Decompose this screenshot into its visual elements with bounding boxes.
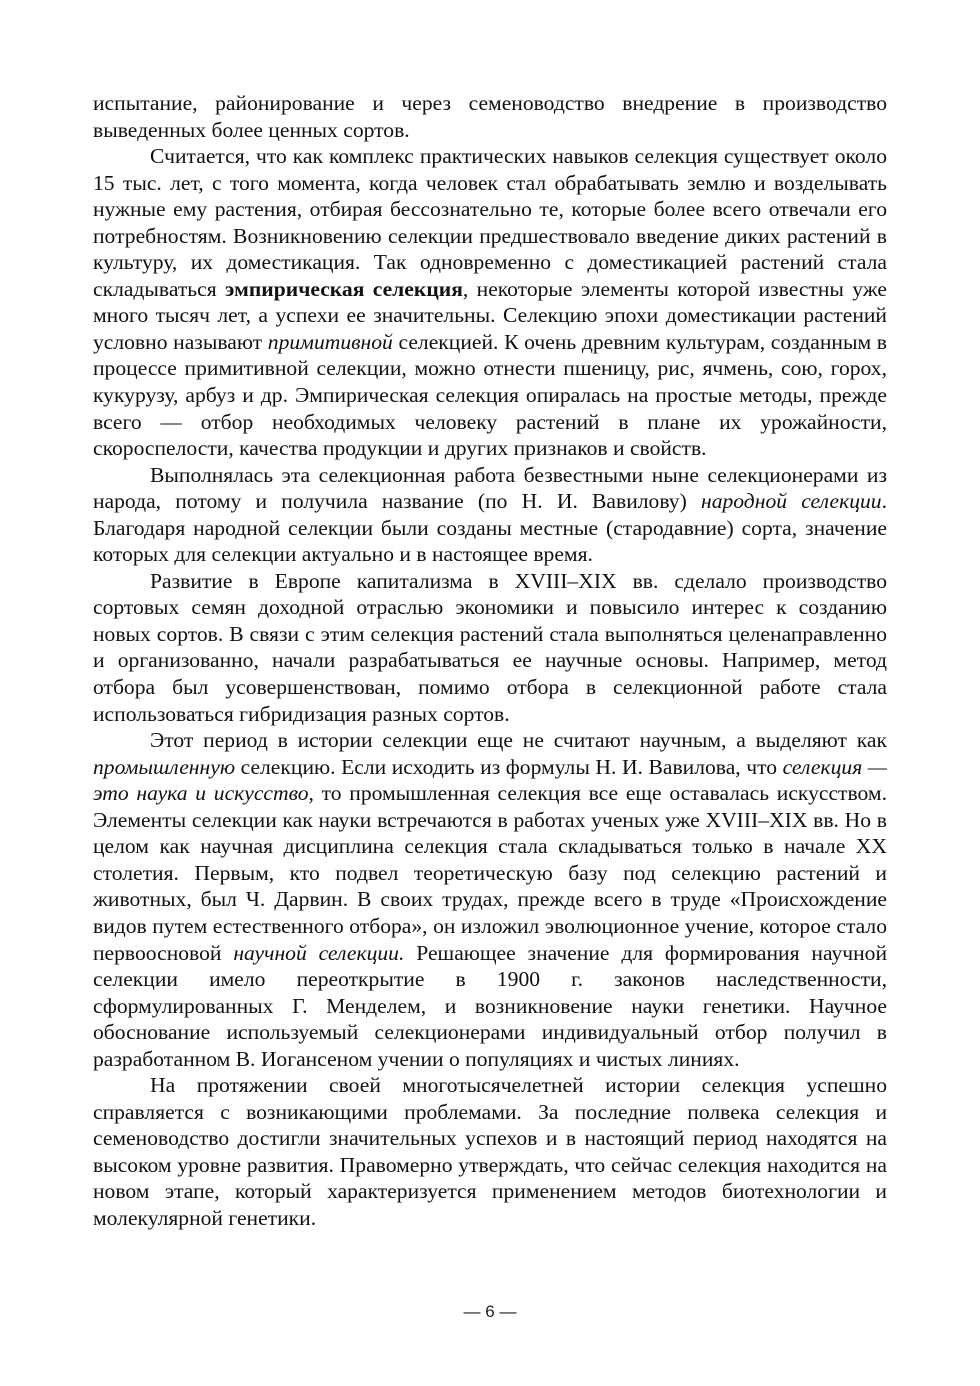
text-run: Выполнялась эта селекционная работа безвестными ныне селекционерами из народа, потому и получила название (по Н. И. Вавилову) (93, 462, 887, 514)
paragraph-3 (93, 462, 887, 568)
text-run: Развитие в Европе капитализма в XVIII–XIX вв. сделало производство сортовых семян доходной отраслью экономики и повысило интерес к созданию новых сортов. В связи с этим селекция растений стала выполняться целенаправленно и организованно, начали разрабатываться ее научные основы. Например, метод отбора был усовершенствован, помимо отбора в селекционной работе стала использоваться гибридизация разных сортов. (93, 568, 887, 726)
italic-term: научной селекции. (233, 940, 405, 965)
text-run: На протяжении своей многотысячелетней истории селекция успешно справляется с возникающими проблемами. За последние полвека селекция и семеноводство достигли значительных успехов и в настоящий период находятся на высоком уровне развития. Правомерно утверждать, что сейчас селекция находится на новом этапе, который характеризуется применением методов биотехнологии и молекулярной генетики. (93, 1073, 887, 1230)
paragraph-4 (93, 568, 887, 727)
text-run: , некоторые элементы которой известны уже много тысяч лет, а успехи ее значительны. Селекцию эпохи доместикации растений условно называют (93, 276, 887, 354)
bold-term: эмпирическая селекция (225, 276, 463, 301)
page-body (93, 90, 887, 1232)
paragraph-2 (93, 143, 887, 462)
italic-term: народной селекции (700, 489, 882, 514)
paragraph-1 (93, 90, 887, 143)
paragraph-6 (93, 1072, 887, 1231)
text-run: Считается, что как комплекс практических навыков селекция существует около 15 тыс. лет, с того момента, когда человек стал обрабатывать землю и возделывать нужные ему растения, отбирая бессознательно те, которые более всего отвечали его потребностям. Возникновению селекции предшествовало введение диких растений в культуру, их доместикация. Так одновременно с доместикацией растений стала складываться (93, 144, 887, 301)
italic-term: селекция — это наука и искусство (93, 754, 887, 806)
text-run: селекцией. К очень древним культурам, созданным в процессе примитивной селекции, можно отнести пшеницу, рис, ячмень, сою, горох, кукурузу, арбуз и др. Эмпирическая селекция опиралась на простые методы, прежде всего — отбор необходимых человеку растений в плане их урожайности, скороспелости, качества продукции и других признаков и свойств. (93, 329, 887, 461)
text-run: Решающее значение для формирования научной селекции имело переоткрытие в 1900 г. законов наследственности, сформулированных Г. Менделем, и возникновение науки генетики. Научное обоснование используемый селекционерами индивидуальный отбор получил в разработанном В. Иогансеном учении о популяциях и чистых линиях. (93, 940, 888, 1071)
italic-term: примитивной (267, 329, 393, 354)
text-run: испытание, районирование и через семеноводство внедрение в производство выведенных более ценных сортов. (93, 91, 887, 142)
text-run: . Благодаря народной селекции были созданы местные (стародавние) сорта, значение которых для селекции актуально и в настоящее время. (93, 489, 888, 567)
paragraph-5 (93, 727, 887, 1072)
text-run: Этот период в истории селекции еще не считают научным, а выделяют как (150, 728, 887, 753)
text-run: , то промышленная селекция все еще оставалась искусством. Элементы селекции как науки встречаются в работах ученых уже XVIII–XIX вв. Но в целом как научная дисциплина селекция стала складываться только в начале XX столетия. Первым, кто подвел теоретическую базу под селекцию растений и животных, был Ч. Дарвин. В своих трудах, прежде всего в труде «Происхождение видов путем естественного отбора», он изложил эволюционное учение, которое стало первоосновой (93, 781, 887, 965)
italic-term: промышленную (93, 754, 236, 779)
page-number: — 6 — (463, 1302, 517, 1321)
text-run: селекцию. Если исходить из формулы Н. И. Вавилова, что (235, 754, 783, 779)
